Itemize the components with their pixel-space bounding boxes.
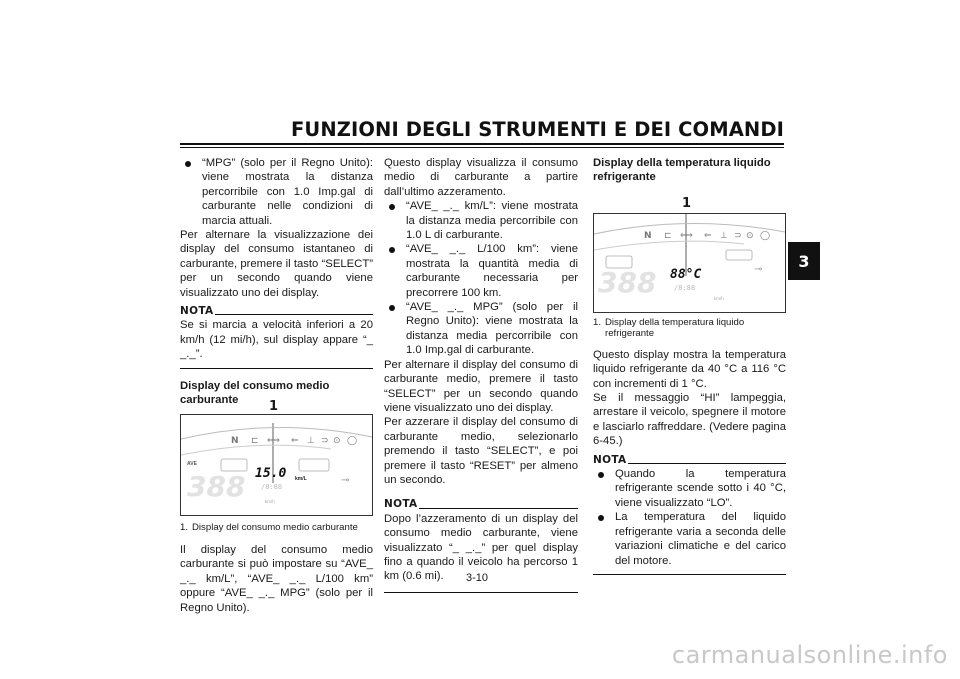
svg-text:⊃: ⊃ bbox=[321, 435, 329, 446]
column-1 bbox=[180, 156, 373, 615]
paragraph-toggle-avg: Per alternare il display del consumo di carburante medio, premere il tasto “SELECT” per un secondo quando viene visualizzato uno dei display. bbox=[384, 358, 578, 414]
paragraph-coolant-range: Questo display mostra la temperatura liquido refrigerante da 40 °C a 116 °C con incrementi di 1 °C. bbox=[593, 348, 786, 390]
bullet-ave-mpg: “AVE_ _._ MPG” (solo per il Regno Unito): viene mostrata la distanza media percorribile con 1.0 Imp.gal di carburante. bbox=[384, 300, 578, 358]
svg-text:388: 388 bbox=[187, 469, 246, 503]
figure-avg-consumption bbox=[180, 398, 373, 516]
paragraph-coolant-hi: Se il messaggio “HI” lampeggia, arrestare il veicolo, spegnere il motore e lasciarlo raffreddare. (Vedere pagina 6-45.) bbox=[593, 392, 786, 448]
caption-text: Display del consumo medio carburante bbox=[192, 521, 358, 533]
figure-readout: 88°C bbox=[670, 266, 702, 282]
watermark: carmanualsonline.info bbox=[671, 641, 948, 669]
nota-text: Se si marcia a velocità inferiori a 20 km/h (12 mi/h), sul display appare “_ _._”. bbox=[180, 319, 373, 361]
svg-text:/8:88: /8:88 bbox=[261, 482, 283, 491]
svg-text:⊥: ⊥ bbox=[307, 435, 315, 446]
bullet-ave-kml: “AVE_ _._ km/L”: viene mostrata la distanza media percorribile con 1.0 L di carburante. bbox=[384, 199, 578, 242]
figure-caption-2 bbox=[593, 317, 786, 340]
svg-text:◯: ◯ bbox=[760, 230, 771, 241]
caption-number: 1. bbox=[593, 316, 602, 328]
figure-coolant-temp bbox=[593, 195, 786, 313]
caption-text: Display della temperatura liquido refrigerante bbox=[605, 316, 745, 340]
column-2 bbox=[384, 156, 578, 593]
svg-text:⟺: ⟺ bbox=[680, 230, 693, 241]
svg-text:⊸: ⊸ bbox=[754, 263, 763, 275]
paragraph-reset-avg: Per azzerare il display del consumo di carburante medio, selezionarlo premendo il tasto “SELECT”, e poi premere il tasto “RESET” per almeno un secondo. bbox=[384, 416, 578, 486]
page-header-title: FUNZIONI DEGLI STRUMENTI E DEI COMANDI bbox=[291, 118, 784, 141]
nota-label: NOTA bbox=[384, 498, 418, 511]
nota-label: NOTA bbox=[593, 453, 627, 466]
svg-text:⊸: ⊸ bbox=[341, 474, 350, 486]
page-number: 3-10 bbox=[466, 572, 489, 584]
svg-text:⊙: ⊙ bbox=[746, 230, 754, 241]
caption-number: 1. bbox=[180, 521, 189, 533]
svg-text:⟺: ⟺ bbox=[267, 435, 280, 446]
svg-text:⊙: ⊙ bbox=[333, 435, 341, 446]
header-rule bbox=[180, 143, 784, 145]
svg-text:km/h: km/h bbox=[265, 498, 275, 504]
figure-caption-1 bbox=[180, 522, 373, 534]
svg-text:⇐: ⇐ bbox=[291, 435, 299, 446]
nota-label: NOTA bbox=[180, 305, 214, 318]
svg-text:388: 388 bbox=[598, 265, 657, 299]
header-rule-thin bbox=[180, 147, 784, 148]
paragraph-toggle-instant: Per alternare la visualizzazione dei display del consumo istantaneo di carburante, premere il tasto “SELECT” per un secondo quando viene visualizzato uno dei display. bbox=[180, 229, 373, 299]
dashboard-illustration bbox=[181, 415, 372, 515]
nota-text: Dopo l’azzeramento di un display del consumo medio carburante, viene visualizzato “_ _._” per quel display fino a quando il veicolo ha percorso 1 km (0.6 mi). bbox=[384, 512, 578, 583]
section-heading-coolant-temp: Display della temperatura liquido refrigerante bbox=[593, 157, 771, 184]
svg-text:◯: ◯ bbox=[347, 435, 358, 446]
svg-text:⊃: ⊃ bbox=[734, 230, 742, 241]
figure-readout: 15.0 bbox=[255, 465, 287, 481]
svg-text:/8:88: /8:88 bbox=[674, 283, 696, 292]
dashboard-illustration bbox=[594, 214, 785, 312]
svg-text:⇐: ⇐ bbox=[704, 230, 712, 241]
svg-text:⊥: ⊥ bbox=[720, 230, 728, 241]
section-heading-avg-consumption: Display del consumo medio carburante bbox=[180, 379, 330, 407]
figure-callout-1: 1 bbox=[682, 195, 692, 211]
bullet-mpg: “MPG” (solo per il Regno Unito): viene mostrata la distanza percorribile con 1.0 Imp.gal di carburante nelle condizioni di marcia attuali. bbox=[180, 156, 373, 228]
nota-bullet-variation: La temperatura del liquido refrigerante varia a seconda delle variazioni climatiche e del carico del motore. bbox=[593, 510, 786, 568]
paragraph-avg-display-intro: Questo display visualizza il consumo medio di carburante a partire dall’ultimo azzeramento. bbox=[384, 157, 578, 198]
figure-callout-1: 1 bbox=[269, 398, 279, 414]
svg-text:km/h: km/h bbox=[714, 295, 724, 301]
nota-box-3 bbox=[593, 453, 786, 575]
figure-ave-label: AVE bbox=[187, 460, 197, 467]
nota-bullet-lo: Quando la temperatura refrigerante scende sotto i 40 °C, viene visualizzato “LO”. bbox=[593, 467, 786, 510]
bullet-ave-l100km: “AVE_ _._ L/100 km”: viene mostrata la quantità media di carburante necessaria per precorrere 100 km. bbox=[384, 242, 578, 300]
svg-text:⊏: ⊏ bbox=[251, 435, 259, 446]
svg-text:⊏: ⊏ bbox=[664, 230, 672, 241]
chapter-tab: 3 bbox=[788, 242, 820, 280]
column-3 bbox=[593, 156, 786, 575]
figure-unit: km/L bbox=[295, 475, 307, 482]
paragraph-avg-consumption-modes: Il display del consumo medio carburante si può impostare su “AVE_ _._ km/L”, “AVE_ _._ L/100 km” oppure “AVE_ _._ MPG” (solo per il Regno Unito). bbox=[180, 544, 373, 614]
svg-text:N: N bbox=[231, 435, 239, 446]
svg-text:N: N bbox=[644, 230, 652, 241]
nota-box-1 bbox=[180, 304, 373, 369]
